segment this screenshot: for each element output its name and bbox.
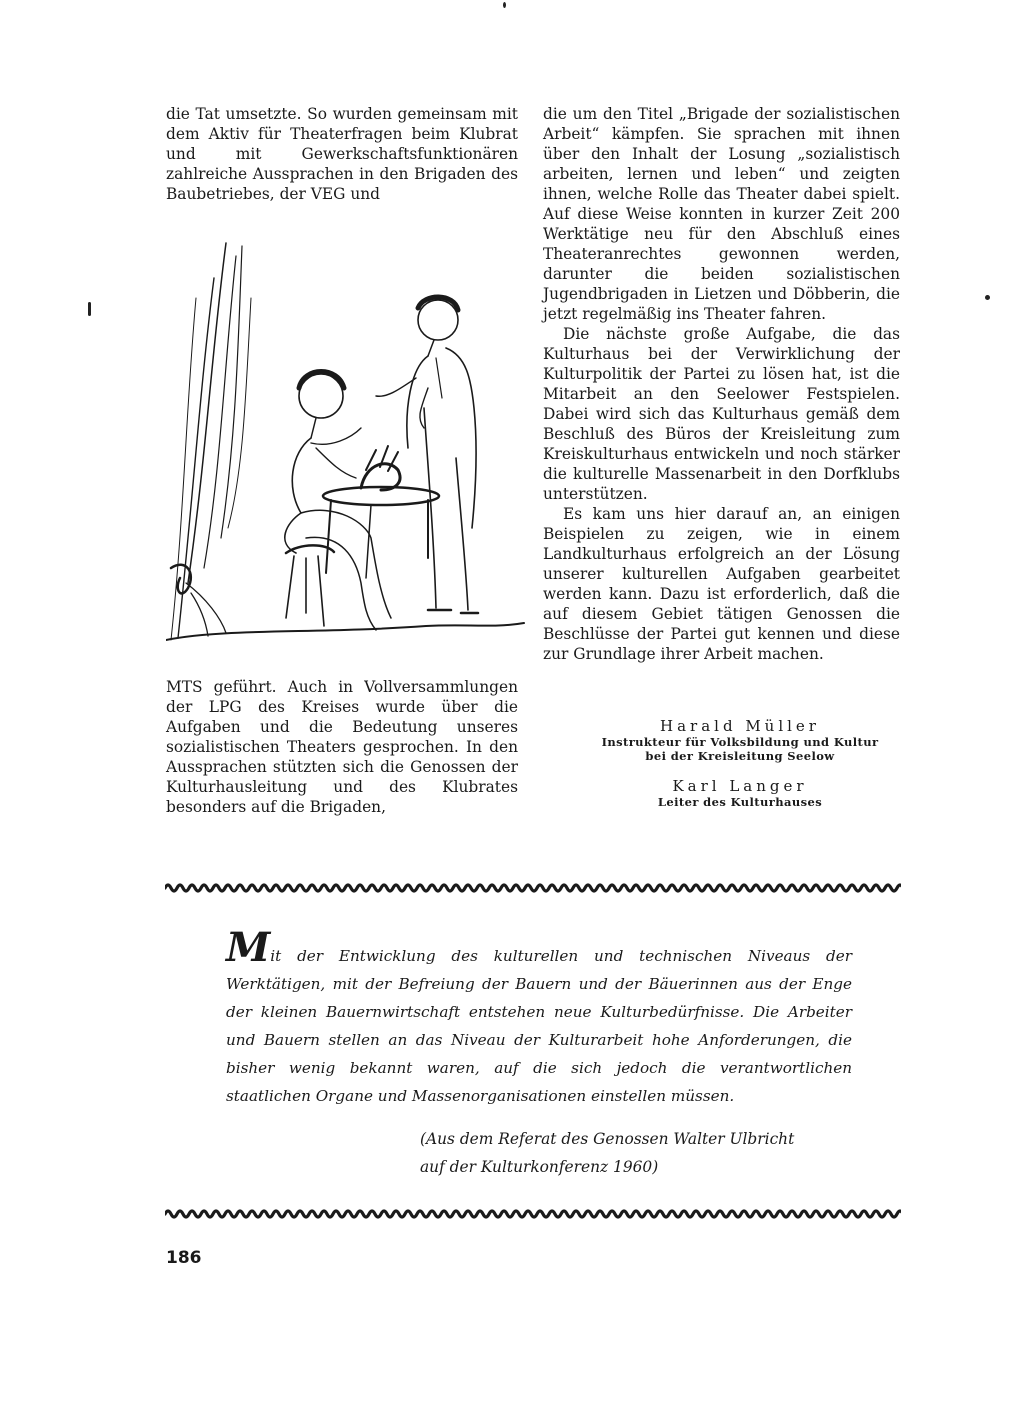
scan-artifact	[503, 2, 506, 8]
body-paragraph: Es kam uns hier darauf an, an einigen Beispielen zu zeigen, wie in einem Landkulturhaus erfolgreich an der Lösung unserer kulturellen Aufgaben gearbeitet werden kann. Dazu ist erforderlich, daß die auf diesem Gebiet tätigen Genossen die Beschlüsse der Partei gut kennen und diese zur Grundlage ihrer Arbeit machen.	[543, 505, 900, 663]
quote-source	[420, 1125, 870, 1181]
body-paragraph: die Tat umsetzte. So wurden gemeinsam mit dem Aktiv für Theaterfragen beim Klubrat und mit Gewerkschaftsfunktionären zahlreiche Aussprachen in den Brigaden des Baubetriebes, der VEG und	[166, 105, 518, 203]
signature-role: Instrukteur für Volksbildung und Kultur	[601, 735, 879, 749]
wavy-divider-bottom	[165, 1206, 901, 1222]
quote-source-line: auf der Kulturkonferenz 1960)	[420, 1158, 659, 1176]
signature-role: Leiter des Kulturhauses	[657, 795, 823, 809]
wavy-divider-top	[165, 880, 901, 896]
signature-name: Karl Langer	[672, 777, 808, 795]
signature-karl-langer	[580, 777, 900, 809]
scan-artifact	[985, 295, 990, 300]
theater-scene-illustration	[166, 238, 526, 648]
quote-text: it der Entwicklung des kulturellen und technischen Niveaus der Werktätigen, mit der Befreiung der Bauern und der Bäuerinnen aus der Enge der kleinen Bauernwirtschaft entstehen neue Kulturbedürfnisse. Die Arbeiter und Bauern stellen an das Niveau der Kulturarbeit hohe Anforderungen, die bisher wenig bekannt waren, auf die sich jedoch die verantwortlichen staatlichen Organe und Massenorganisationen einstellen müssen.	[226, 947, 852, 1105]
quote-source-line: (Aus dem Referat des Genossen Walter Ulbricht	[420, 1130, 795, 1148]
signature-role: bei der Kreisleitung Seelow	[645, 749, 835, 763]
body-paragraph: MTS geführt. Auch in Vollversammlungen der LPG des Kreises wurde über die Aufgaben und die Bedeutung unseres sozialistischen Theaters gesprochen. In den Aussprachen stützten sich die Genossen der Kulturhausleitung und des Klubrates besonders auf die Brigaden,	[166, 678, 518, 816]
ulbricht-quote	[226, 924, 852, 1110]
quote-initial: M	[226, 924, 271, 971]
body-paragraph: die um den Titel „Brigade der sozialistischen Arbeit“ kämpfen. Sie sprachen mit ihnen über den Inhalt der Losung „sozialistisch arbeiten, lernen und leben“ und zeigten ihnen, welche Rolle das Theater dabei spielt. Auf diese Weise konnten in kurzer Zeit 200 Werktätige neu für den Abschluß eines Theateranrechtes gewonnen werden, darunter die beiden sozialistischen Jugendbrigaden in Lietzen und Döbberin, die jetzt regelmäßig ins Theater fahren.	[543, 105, 900, 323]
left-column-bottom	[166, 677, 518, 817]
page-number: 186	[166, 1248, 202, 1268]
body-paragraph: Die nächste große Aufgabe, die das Kulturhaus bei der Verwirklichung der Kulturpolitik der Partei zu lösen hat, ist die Mitarbeit an den Seelower Festspielen. Dabei wird sich das Kulturhaus gemäß dem Beschluß des Büros der Kreisleitung zum Kreiskulturhaus entwickeln und noch stärker die kulturelle Massenarbeit in den Dorfklubs unterstützen.	[543, 325, 900, 503]
signature-harald-mueller	[580, 717, 900, 763]
left-column-top	[166, 104, 518, 204]
signature-name: Harald Müller	[660, 717, 820, 735]
scan-artifact	[88, 302, 91, 316]
right-column	[543, 104, 900, 664]
